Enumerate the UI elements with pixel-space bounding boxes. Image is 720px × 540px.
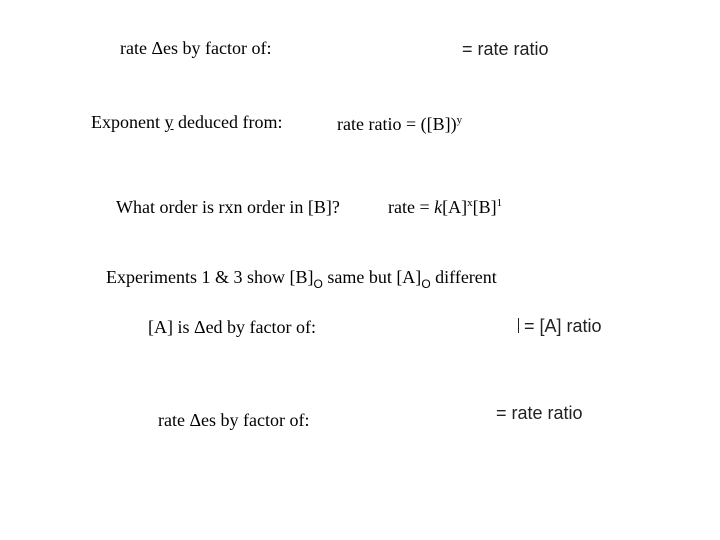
rate-law-prefix: rate = [388,197,435,217]
exponent-variable-y: y [164,112,174,132]
cropped-bracket-fragment [518,318,523,333]
rate-change-label-1: rate Δes by factor of: [120,38,272,58]
a-initial-subscript: O [421,277,431,291]
rate-law-b-exponent: 1 [496,197,503,209]
a-change-label: [A] is Δed by factor of: [148,317,317,337]
rate-law-b-term: [B] [472,197,497,217]
rate-law-x-exponent: x [467,197,473,209]
b-initial-subscript: O [313,277,323,291]
exponent-label-prefix: Exponent [91,112,165,132]
rate-ratio-exponent: y [456,114,463,126]
exponent-label-suffix: deduced from: [173,112,283,132]
rate-ratio-power-equation [337,115,462,133]
a-ratio-expression: = [A] ratio [524,316,602,336]
rate-ratio-base: rate ratio = ([B]) [337,114,457,134]
experiments-part2: same but [A] [322,267,422,287]
rate-law-a-term: [A] [442,197,468,217]
rate-ratio-expression-1: = rate ratio [462,39,549,59]
rate-ratio-expression-2: = rate ratio [496,403,583,423]
rate-constant-k: k [434,197,443,217]
experiments-part3: different [430,267,497,287]
experiments-comparison-statement [106,267,497,291]
order-question: What order is rxn order in [B]? [116,197,340,217]
experiments-part1: Experiments 1 & 3 show [B] [106,267,314,287]
rate-change-label-2: rate Δes by factor of: [158,410,310,430]
exponent-y-label [91,113,282,131]
rate-law-equation [388,198,502,216]
